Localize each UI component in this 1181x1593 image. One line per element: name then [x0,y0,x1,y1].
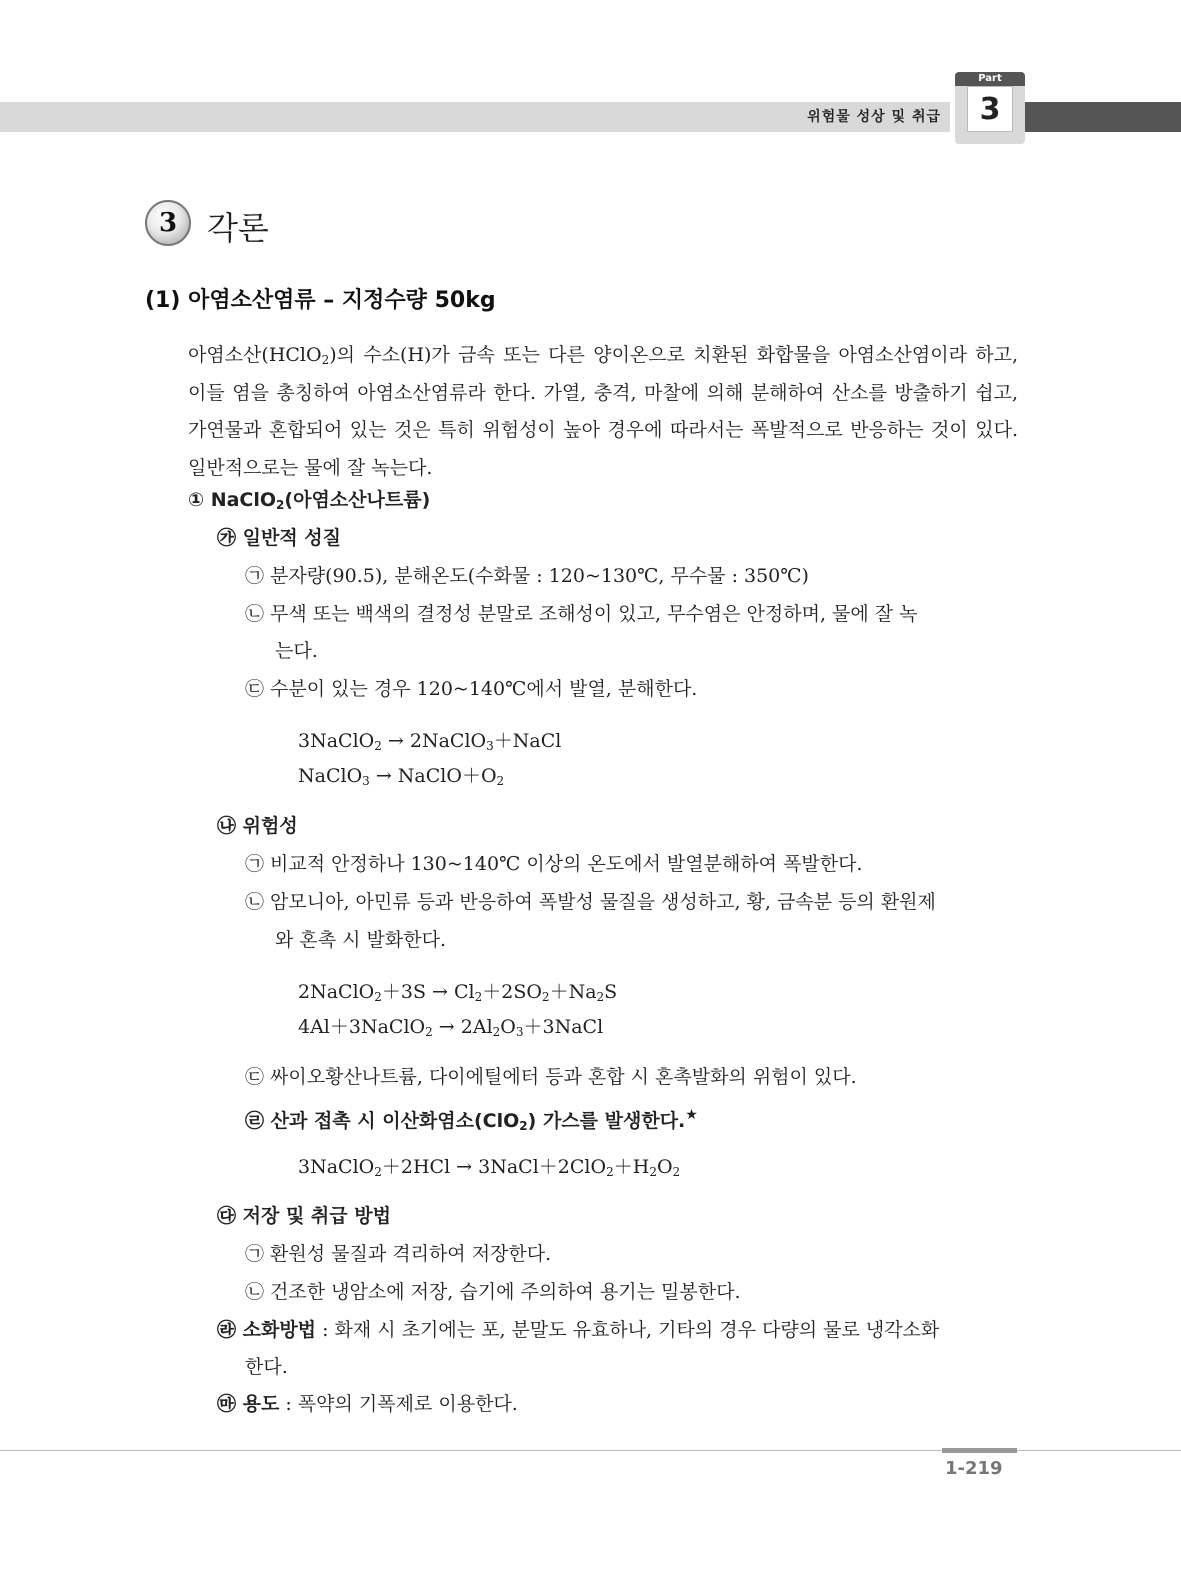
section-title: 각론 [207,209,269,247]
equation [298,763,504,789]
eq-sub: 2 [596,990,605,1004]
list-item: ㉠ 환원성 물질과 격리하여 저장한다. [245,1243,552,1265]
extinguish-label: ㉱ 소화방법 [217,1319,317,1341]
compound-name: ① NaClO [188,489,277,511]
footer-mark [942,1448,1017,1453]
eq-part: → NaClO＋O [369,765,497,787]
emph-text: ) 가스를 발생한다. [527,1110,686,1132]
running-header-title: 위험물 성상 및 취급 [807,109,941,125]
equation [298,1014,603,1040]
list-item-cont: 는다. [275,640,318,662]
eq-part: 3NaClO [298,1156,375,1178]
eq-part: ＋H [613,1156,650,1178]
list-item: ㉡ 무색 또는 백색의 결정성 분말로 조해성이 있고, 무수염은 안정하며, 물에 잘 녹 [245,603,918,625]
eq-sub: 2 [374,990,382,1004]
equation [298,728,561,754]
extinguish-text: : 화재 시 초기에는 포, 분말도 유효하나, 기타의 경우 다량의 물로 냉각소화 [316,1319,940,1341]
eq-sub: 3 [515,1025,524,1039]
compound-sub: 2 [276,498,285,512]
eq-part: ＋2HCl → 3NaCl＋2ClO [381,1156,607,1178]
eq-part: → 2Al [432,1016,493,1038]
section-number-badge: 3 [145,200,191,246]
eq-part: NaClO [298,765,363,787]
intro-text-a: 아염소산(HClO [188,344,322,366]
list-item: ㉢ 수분이 있는 경우 120~140℃에서 발열, 분해한다. [245,678,698,700]
eq-sub: 2 [649,1165,657,1179]
intro-paragraph [188,337,1018,487]
eq-sub: 2 [672,1165,681,1179]
part-number: 3 [967,86,1013,132]
list-item-cont: 와 혼촉 시 발화한다. [275,929,446,951]
compound-heading [188,486,430,514]
eq-sub: 2 [425,1025,433,1039]
eq-sub: 2 [541,990,550,1004]
eq-part: O [656,1156,673,1178]
emph-text: ㉣ 산과 접촉 시 이산화염소(ClO [245,1110,520,1132]
eq-part: 3NaClO [298,730,375,752]
eq-part: ＋3NaCl [523,1016,604,1038]
eq-sub: 2 [496,774,505,788]
compound-korean: (아염소산나트륨) [284,489,431,511]
equation [298,979,617,1005]
star-icon: ★ [685,1107,698,1123]
eq-part: → 2NaClO [381,730,487,752]
eq-sub: 2 [606,1165,614,1179]
storage-heading: ㉰ 저장 및 취급 방법 [217,1205,391,1227]
eq-part: 2NaClO [298,981,375,1003]
extinguish-item [217,1316,939,1344]
list-item: ㉢ 싸이오황산나트륨, 다이에틸에터 등과 혼합 시 혼촉발화의 위험이 있다. [245,1066,857,1088]
eq-sub: 2 [474,990,483,1004]
eq-part: 4Al＋3NaClO [298,1016,426,1038]
eq-sub: 2 [492,1025,501,1039]
list-item: ㉡ 건조한 냉암소에 저장, 습기에 주의하여 용기는 밀봉한다. [245,1281,741,1303]
usage-label: ㉲ 용도 [217,1393,280,1415]
subsection-title: (1) 아염소산염류 – 지정수량 50kg [145,288,496,313]
page-number: 1-219 [945,1458,1003,1479]
eq-part: O [500,1016,516,1038]
usage-text: : 폭약의 기폭제로 이용한다. [279,1393,518,1415]
eq-sub: 2 [374,1165,382,1179]
eq-part: ＋Na [549,981,597,1003]
eq-sub: 3 [362,774,370,788]
equation [298,1154,680,1180]
emph-sub: 2 [519,1119,528,1133]
eq-part: ＋2SO [482,981,542,1003]
eq-part: ＋NaCl [493,730,562,752]
eq-part: ＋3S → Cl [381,981,475,1003]
header-bar-dark [1015,102,1181,132]
part-label: Part [978,73,1002,84]
intro-text-b: )의 수소(H)가 금속 또는 다른 양이온으로 치환된 화합물을 아염소산염이라 하고, 이들 염을 총칭하여 아염소산염류라 한다. 가열, 충격, 마찰에 의해 분해하여 산소를 방출하기 쉽고, 가연물과 혼합되어 있는 것은 특히 위험성이 높아 경우에 따라서는 폭발적으로 반응하는 것이 있다. 일반적으로는 물에 잘 녹는다. [188,344,1018,479]
list-item-emphasis [245,1101,698,1135]
list-item: ㉠ 분자량(90.5), 분해온도(수화물 : 120~130℃, 무수물 : 350℃) [245,565,809,587]
eq-sub: 2 [374,739,382,753]
extinguish-cont: 한다. [245,1356,288,1378]
list-item: ㉠ 비교적 안정하나 130~140℃ 이상의 온도에서 발열분해하여 폭발한다. [245,853,863,875]
eq-part: S [604,981,618,1003]
list-item: ㉡ 암모니아, 아민류 등과 반응하여 폭발성 물질을 생성하고, 황, 금속분 등의 환원제 [245,891,936,913]
general-properties-heading: ㉮ 일반적 성질 [217,527,341,549]
usage-item [217,1390,518,1418]
hazard-heading: ㉯ 위험성 [217,815,298,837]
intro-sub: 2 [321,353,330,367]
eq-sub: 3 [486,739,494,753]
